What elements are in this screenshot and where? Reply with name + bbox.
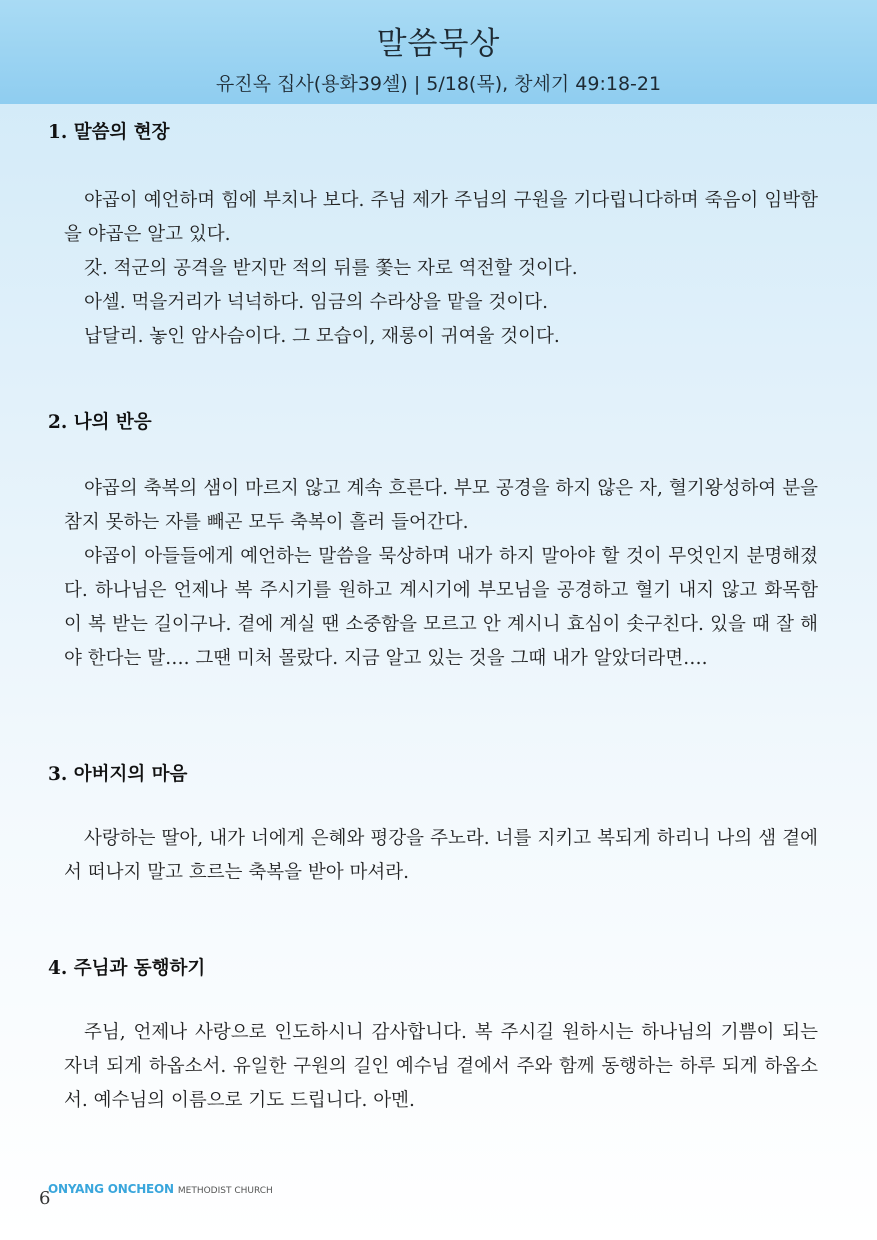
section-title: 3. 아버지의 마음: [48, 764, 188, 785]
church-logo: [48, 1182, 273, 1196]
section-title: 1. 말씀의 현장: [48, 122, 170, 143]
page-number: 6: [39, 1188, 51, 1209]
paragraph: 갓. 적군의 공격을 받지만 적의 뒤를 쫓는 자로 역전할 것이다.: [84, 258, 578, 279]
page-title: 말씀묵상: [376, 26, 501, 62]
page-subtitle: 유진옥 집사(용화39셀) | 5/18(목), 창세기 49:18-21: [215, 73, 662, 95]
church-type: METHODIST CHURCH: [177, 1186, 273, 1196]
section-walk-with-lord: [48, 956, 818, 1118]
church-name: ONYANG ONCHEON: [48, 1182, 174, 1196]
paragraph: 납달리. 놓인 암사슴이다. 그 모습이, 재롱이 귀여울 것이다.: [84, 326, 560, 347]
paragraph: 사랑하는 딸아, 내가 너에게 은혜와 평강을 주노라. 너를 지키고 복되게 하리니 나의 샘 곁에서 떠나지 말고 흐르는 축복을 받아 마셔라.: [64, 828, 818, 883]
section-title: 2. 나의 반응: [48, 412, 152, 433]
section-word-scene: [48, 120, 818, 354]
paragraph: 야곱의 축복의 샘이 마르지 않고 계속 흐른다. 부모 공경을 하지 않은 자, 혈기왕성하여 분을 참지 못하는 자를 빼곤 모두 축복이 흘러 들어간다.: [64, 478, 818, 533]
paragraph: 주님, 언제나 사랑으로 인도하시니 감사합니다. 복 주시길 원하시는 하나님의 기쁨이 되는 자녀 되게 하옵소서. 유일한 구원의 길인 예수님 곁에서 주와 함께 동행하는 하루 되게 하옵소서. 예수님의 이름으로 기도 드립니다. 아멘.: [64, 1022, 818, 1111]
section-father-heart: [48, 762, 818, 890]
paragraph: 야곱이 예언하며 힘에 부치나 보다. 주님 제가 주님의 구원을 기다립니다하며 죽음이 임박함을 야곱은 알고 있다.: [64, 190, 818, 245]
page-footer: [39, 1180, 439, 1208]
section-title: 4. 주님과 동행하기: [48, 958, 206, 979]
page-header: [0, 0, 877, 104]
paragraph: 아셀. 먹을거리가 넉넉하다. 임금의 수라상을 맡을 것이다.: [84, 292, 548, 313]
paragraph: 야곱이 아들들에게 예언하는 말씀을 묵상하며 내가 하지 말아야 할 것이 무엇인지 분명해졌다. 하나님은 언제나 복 주시기를 원하고 계시기에 부모님을 공경하고 혈기 내지 않고 화목함이 복 받는 길이구나. 곁에 계실 땐 소중함을 모르고 안 계시니 효심이 솟구친다. 있을 때 잘 해야 한다는 말…. 그땐 미처 몰랐다. 지금 알고 있는 것을 그때 내가 알았더라면….: [64, 546, 818, 669]
section-my-response: [48, 410, 818, 676]
